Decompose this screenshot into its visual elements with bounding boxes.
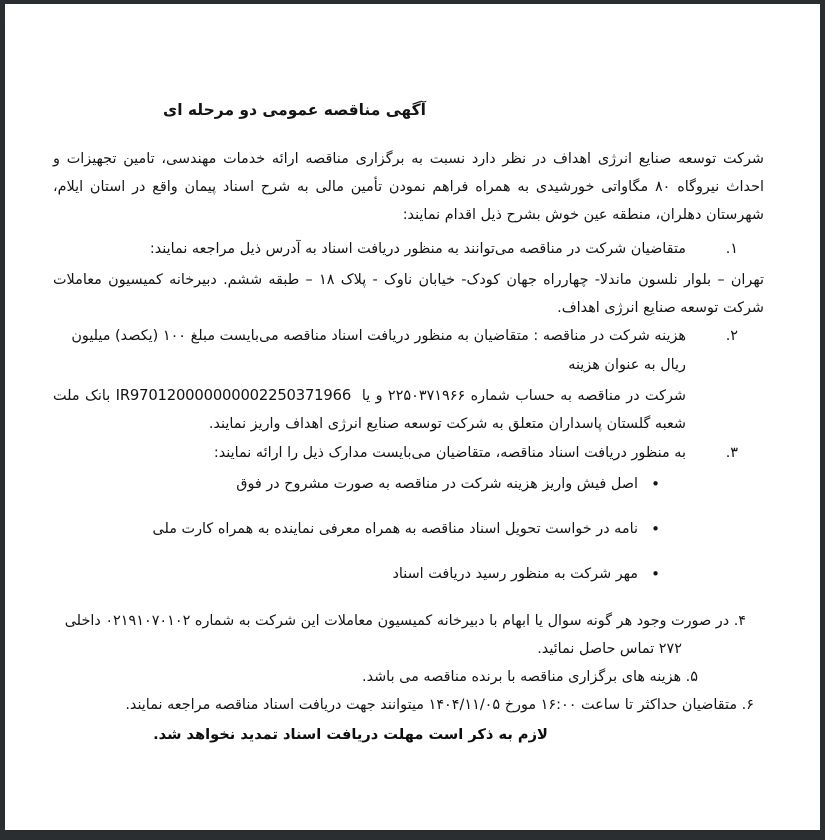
tail-list [5, 607, 820, 719]
closing-note-text: لازم به ذکر است مهلت دریافت اسناد تمدید نخواهد شد. [153, 726, 548, 744]
list-item-1-text: متقاضیان شرکت در مناقصه می‌توانند به منظور دریافت اسناد به آدرس ذیل مراجعه نمایند: [149, 241, 686, 258]
tail-item-5: ۵. هزینه های برگزاری مناقصه با برنده مناقصه می باشد. [362, 668, 698, 685]
list-item-3-text: به منظور دریافت اسناد مناقصه، متقاضیان می‌بایست مدارک ذیل را ارائه نمایند: [213, 444, 686, 461]
tail-item-4-line1: ۴. در صورت وجود هر گونه سوال یا ابهام با دبیرخانه کمیسیون معاملات این شرکت به شماره ۰۲۱۹۱۰۷۰۱۰۲ داخلی [64, 612, 746, 629]
bullet-item-2: • نامه در خواست تحویل اسناد مناقصه به همراه معرفی نماینده به همراه کارت ملی [101, 516, 638, 543]
bullet-item-3: • مهر شرکت به منظور رسید دریافت اسناد [101, 561, 638, 588]
iban-number: IR970120000000002250371966 [115, 386, 352, 404]
title-row [5, 4, 820, 119]
bullet-item-1: • اصل فیش واریز هزینه شرکت در مناقصه به صورت مشروح در فوق [101, 471, 638, 498]
list-item-2 [53, 322, 764, 378]
list-item-2-text: هزینه شرکت در مناقصه : متقاضیان به منظور دریافت اسناد مناقصه می‌بایست مبلغ ۱۰۰ (یکصد) میلیون ریال به عنوان هزینه [71, 328, 686, 373]
page-title: آگهی مناقصه عمومی دو مرحله ای [162, 101, 426, 119]
document-page [5, 4, 820, 830]
document-requirements-list [53, 471, 764, 589]
list-item-2-continuation [53, 382, 764, 439]
tail-item-6: ۶. متقاضیان حداکثر تا ساعت ۱۶:۰۰ مورخ ۱۴۰۴/۱۱/۰۵ میتوانند جهت دریافت اسناد مناقصه مراجعه نمایند. [125, 696, 754, 713]
tail-item-4-line2: ۲۷۲ تماس حاصل نمائید. [537, 640, 682, 657]
numbered-list [5, 235, 820, 588]
list-item-1-continuation: تهران – بلوار نلسون ماندلا- چهارراه جهان کودک- خیابان ناوک - پلاک ۱۸ – طبقه ششم. دبیرخانه کمیسیون معاملات شرکت توسعه صنایع انرژی اهداف. [53, 272, 765, 317]
account-number-text: شرکت در مناقصه به حساب شماره ۲۲۵۰۳۷۱۹۶۶ و یا [361, 387, 686, 404]
document-body [5, 4, 820, 749]
list-item-1-marker: ۱. [725, 241, 738, 258]
list-item-2-marker: ۲. [725, 328, 738, 345]
list-item-3 [53, 439, 764, 467]
intro-paragraph: شرکت توسعه صنایع انرژی اهداف در نظر دارد نسبت به برگزاری مناقصه ارائه خدمات مهندسی، تامین تجهیزات و احداث نیروگاه ۸۰ مگاواتی خورشیدی به همراه فراهم نمودن تأمین مالی به شرح اسناد پیمان واقع در استان ایلام، شهرستان دهلران، منطقه عین خوش بشرح ذیل اقدام نمایند: [53, 151, 765, 224]
list-item-1 [53, 235, 764, 263]
bank-branch-text: بانک ملت شعبه گلستان پاسداران متعلق به شرکت توسعه صنایع انرژی اهداف واریز نمایند. [53, 387, 686, 433]
list-item-3-marker: ۳. [725, 444, 738, 461]
closing-note [5, 721, 820, 749]
